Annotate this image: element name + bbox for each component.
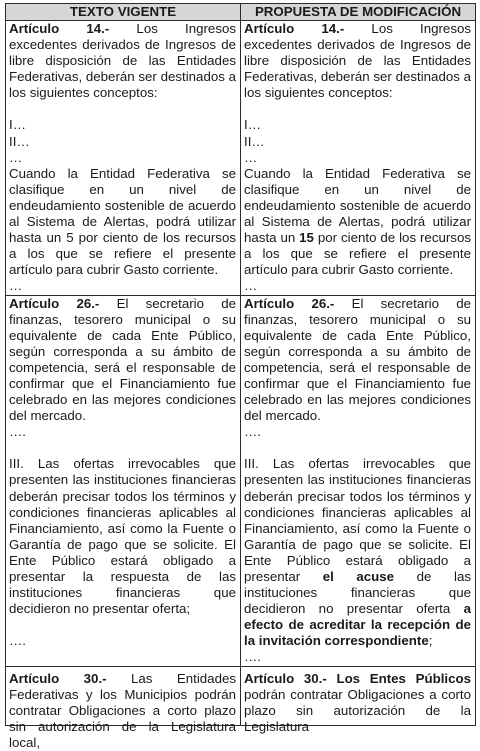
header-current: TEXTO VIGENTE: [6, 4, 241, 21]
cell-proposed-art30: [241, 666, 476, 734]
cell-proposed-art26: [241, 295, 476, 666]
paragraph-text: [244, 456, 471, 649]
fraction-i: I…: [9, 117, 26, 133]
article-paragraph: [9, 667, 236, 751]
article-title: Artículo 14.-: [9, 21, 110, 36]
article-text: El secretario de finanzas, tesorero municipal o su equivalente de cada Ente Público, según corresponda a su ámbito de competencia, será el responsable de confirmar que el Financiamiento fue celebrado en las mejores condiciones del mercado.: [244, 295, 472, 424]
cell-proposed-art14: [241, 21, 476, 296]
paragraph-text: [244, 166, 471, 279]
article-text: El secretario de finanzas, tesorero municipal o su equivalente de cada Ente Público, según corresponda a su ámbito de competencia, será el responsable de confirmar que el Financiamiento fue celebrado en las mejores condiciones del mercado.: [9, 295, 237, 424]
table-row: [6, 295, 476, 666]
fraction-i: I…: [244, 117, 261, 133]
table-row: [6, 666, 476, 725]
article-text: Los Ingresos excedentes derivados de Ingresos de libre disposición de las Entidades Federativas, deberán ser destinados a los siguientes conceptos:: [244, 21, 472, 101]
article-paragraph: [9, 296, 236, 425]
cell-current-art30: [6, 666, 241, 750]
text-segment: de las instituciones financieras que decidieron no presentar oferta: [244, 569, 471, 617]
ellipsis: …: [9, 278, 23, 294]
article-paragraph: [9, 21, 236, 101]
article-paragraph: [244, 667, 471, 735]
ellipsis: ….: [244, 424, 261, 440]
ellipsis: ….: [9, 633, 26, 649]
article-title: Artículo 30.- Los Entes Públicos: [244, 670, 471, 686]
article-paragraph: [244, 296, 471, 425]
article-paragraph: [244, 21, 471, 101]
fraction-ii: II…: [244, 133, 265, 149]
bold-change: a efecto de acreditar la recepción de la invitación correspondiente: [244, 601, 471, 649]
cell-current-art26: [6, 295, 241, 666]
ellipsis: ….: [244, 649, 261, 665]
text-segment: ;: [428, 633, 433, 649]
paragraph-text: III. Las ofertas irrevocables que presenten las instituciones financieras deberán precisar todos los términos y condiciones financieras aplicables al Financiamiento, así como la Fuente o Garantía de pago que se solicite. El Ente Público estará obligado a presentar la respuesta de las instituciones financieras que decidieron no presentar oferta;: [9, 456, 236, 617]
bold-change: 15: [299, 230, 314, 246]
article-title: Artículo 30.-: [9, 670, 107, 686]
article-title: Artículo 26.-: [9, 295, 100, 311]
paragraph-text: Cuando la Entidad Federativa se clasifique en un nivel de endeudamiento sostenible de acuerdo al Sistema de Alertas, podrá utilizar hasta un 5 por ciento de los recursos a los que se refiere el presente artículo para cubrir Gasto corriente.: [9, 165, 236, 278]
text-segment: por ciento de los recursos a los que se refiere el presente artículo para cubrir Gasto corriente.: [244, 230, 471, 278]
article-text: podrán contratar Obligaciones a corto plazo sin autorización de la Legislatura: [244, 686, 471, 734]
header-proposed: PROPUESTA DE MODIFICACIÓN: [241, 4, 476, 21]
article-title: Artículo 14.-: [244, 21, 345, 36]
bold-change: el acuse: [322, 569, 395, 584]
ellipsis: …: [9, 149, 23, 165]
table-row: [6, 21, 476, 296]
ellipsis: ….: [9, 424, 26, 440]
ellipsis: …: [244, 149, 258, 165]
comparison-table: [5, 3, 476, 750]
fraction-ii: II…: [9, 133, 30, 149]
article-text: Las Entidades Federativas y los Municipios podrán contratar Obligaciones a corto plazo sin autorización de la Legislatura local,: [9, 670, 237, 750]
text-segment: Cuando la Entidad Federativa se clasifique en un nivel de endeudamiento sostenible de acuerdo al Sistema de Alertas, podrá utilizar hasta un: [244, 165, 471, 246]
cell-current-art14: [6, 21, 241, 296]
ellipsis: …: [244, 278, 258, 294]
header-row: [6, 4, 476, 21]
article-text: Los Ingresos excedentes derivados de Ingresos de libre disposición de las Entidades Federativas, deberán ser destinados a los siguientes conceptos:: [9, 21, 237, 101]
article-title: Artículo 26.-: [244, 295, 335, 311]
text-segment: III. Las ofertas irrevocables que presenten las instituciones financieras deberán precisar todos los términos y condiciones financieras aplicables al Financiamiento, así como la Fuente o Garantía de pago que se solicite. El Ente Público estará obligado a presentar: [244, 456, 471, 584]
